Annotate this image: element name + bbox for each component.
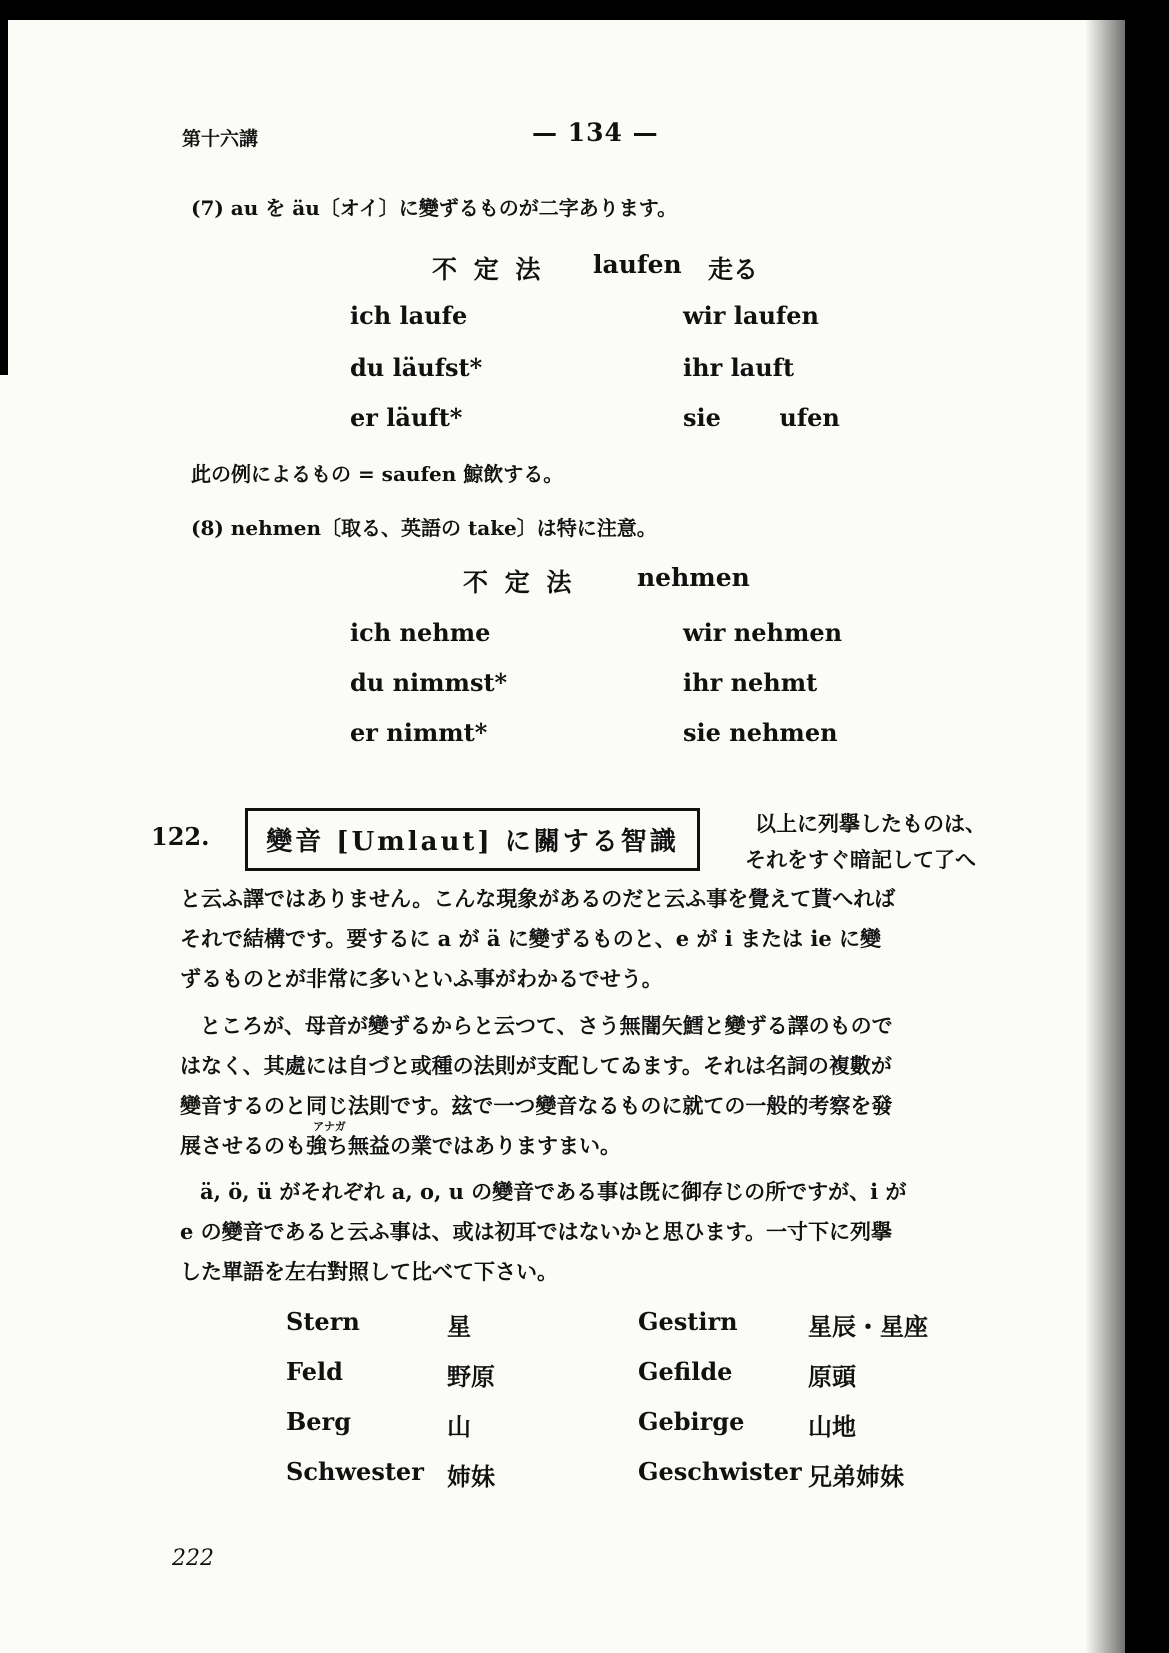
conj1-row-right: sie ufen <box>683 403 840 432</box>
vocab-german-singular: Stern <box>286 1307 360 1336</box>
paragraph-line: ずるものとが非常に多いといふ事がわかるでせう。 <box>180 966 663 991</box>
section-title-box <box>245 808 700 871</box>
vocab-german-collective: Gestirn <box>638 1307 738 1336</box>
paragraph-line: 變音するのと同じ法則です。玆で一つ變音なるものに就ての一般的考察を發 <box>180 1093 893 1118</box>
conj1-title-meaning: 走る <box>708 255 759 284</box>
paragraph-line: 展させるのも強ち無益の業ではありますまい。 <box>180 1133 621 1158</box>
paragraph-line: ところが、母音が變ずるからと云つて、さう無闇矢鱈と變ずる譯のもので <box>200 1013 893 1038</box>
vocab-japanese-singular: 姉妹 <box>447 1462 495 1491</box>
conj1-title-label: 不 定 法 <box>432 255 545 284</box>
vocab-german-singular: Schwester <box>286 1457 424 1486</box>
page-edge-shadow <box>1085 20 1125 1653</box>
item-8-text: (8) nehmen〔取る、英語の take〕は特に注意。 <box>191 516 657 540</box>
vocab-japanese-collective: 兄弟姉妹 <box>808 1462 904 1491</box>
vocab-japanese-singular: 野原 <box>447 1362 495 1391</box>
vocab-japanese-singular: 山 <box>447 1412 471 1441</box>
conj1-row-left: du läufst* <box>350 353 483 382</box>
paragraph-line: それで結構です。要するに a が ä に變ずるものと、e が i または ie に變 <box>180 926 882 951</box>
vocab-japanese-collective: 星辰・星座 <box>808 1312 928 1341</box>
item-7-text: (7) au を äu〔オイ〕に變ずるものが二字あります。 <box>191 196 678 220</box>
conj2-row-right: ihr nehmt <box>683 668 818 697</box>
section-side-line-1: 以上に列擧したものは、 <box>755 811 986 836</box>
note-saufen: 此の例によるもの = saufen 鯨飲する。 <box>191 462 564 486</box>
chapter-label: 第十六講 <box>182 128 259 150</box>
paragraph-line: e の變音であると云ふ事は、或は初耳ではないかと思ひます。一寸下に列擧 <box>180 1219 892 1244</box>
conj1-row-right: wir laufen <box>683 301 819 330</box>
conj2-title-label: 不 定 法 <box>463 568 576 597</box>
paragraph-line: と云ふ譯ではありません。こんな現象があるのだと云ふ事を覺えて貰へれば <box>180 886 896 911</box>
conj2-row-right: sie nehmen <box>683 718 838 747</box>
scan-edge-band <box>0 20 8 375</box>
conj2-title-verb: nehmen <box>637 563 750 592</box>
conj2-row-left: du nimmst* <box>350 668 508 697</box>
conj1-row-left: ich laufe <box>350 301 468 330</box>
vocab-german-collective: Gebirge <box>638 1407 745 1436</box>
conj2-row-left: ich nehme <box>350 618 491 647</box>
paragraph-line: ä, ö, ü がそれぞれ a, o, u の變音である事は旣に御存じの所ですが、i が <box>200 1179 907 1204</box>
vocab-japanese-collective: 原頭 <box>808 1362 856 1391</box>
section-side-line-2: それをすぐ暗記して了へ <box>745 847 976 872</box>
vocab-german-collective: Geschwister <box>638 1457 802 1486</box>
vocab-german-collective: Gefilde <box>638 1357 733 1386</box>
section-title: 變音 [Umlaut] に關する智識 <box>266 827 679 857</box>
ruby-reading: アナガ <box>313 1120 346 1133</box>
conj2-row-left: er nimmt* <box>350 718 488 747</box>
vocab-german-singular: Berg <box>286 1407 351 1436</box>
paragraph-line: はなく、其處には自づと或種の法則が支配してゐます。それは名詞の複數が <box>180 1053 892 1078</box>
vocab-german-singular: Feld <box>286 1357 343 1386</box>
section-number: 122. <box>151 822 210 851</box>
conj1-row-left: er läuft* <box>350 403 463 432</box>
conj1-row-right: ihr lauft <box>683 353 795 382</box>
conj2-row-right: wir nehmen <box>683 618 843 647</box>
folio-number: 222 <box>172 1546 214 1571</box>
vocab-japanese-singular: 星 <box>447 1312 471 1341</box>
page-number: — 134 — <box>532 118 659 147</box>
paragraph-line: した單語を左右對照して比べて下さい。 <box>180 1259 558 1284</box>
vocab-japanese-collective: 山地 <box>808 1412 856 1441</box>
conj1-title-verb: laufen <box>593 250 682 279</box>
